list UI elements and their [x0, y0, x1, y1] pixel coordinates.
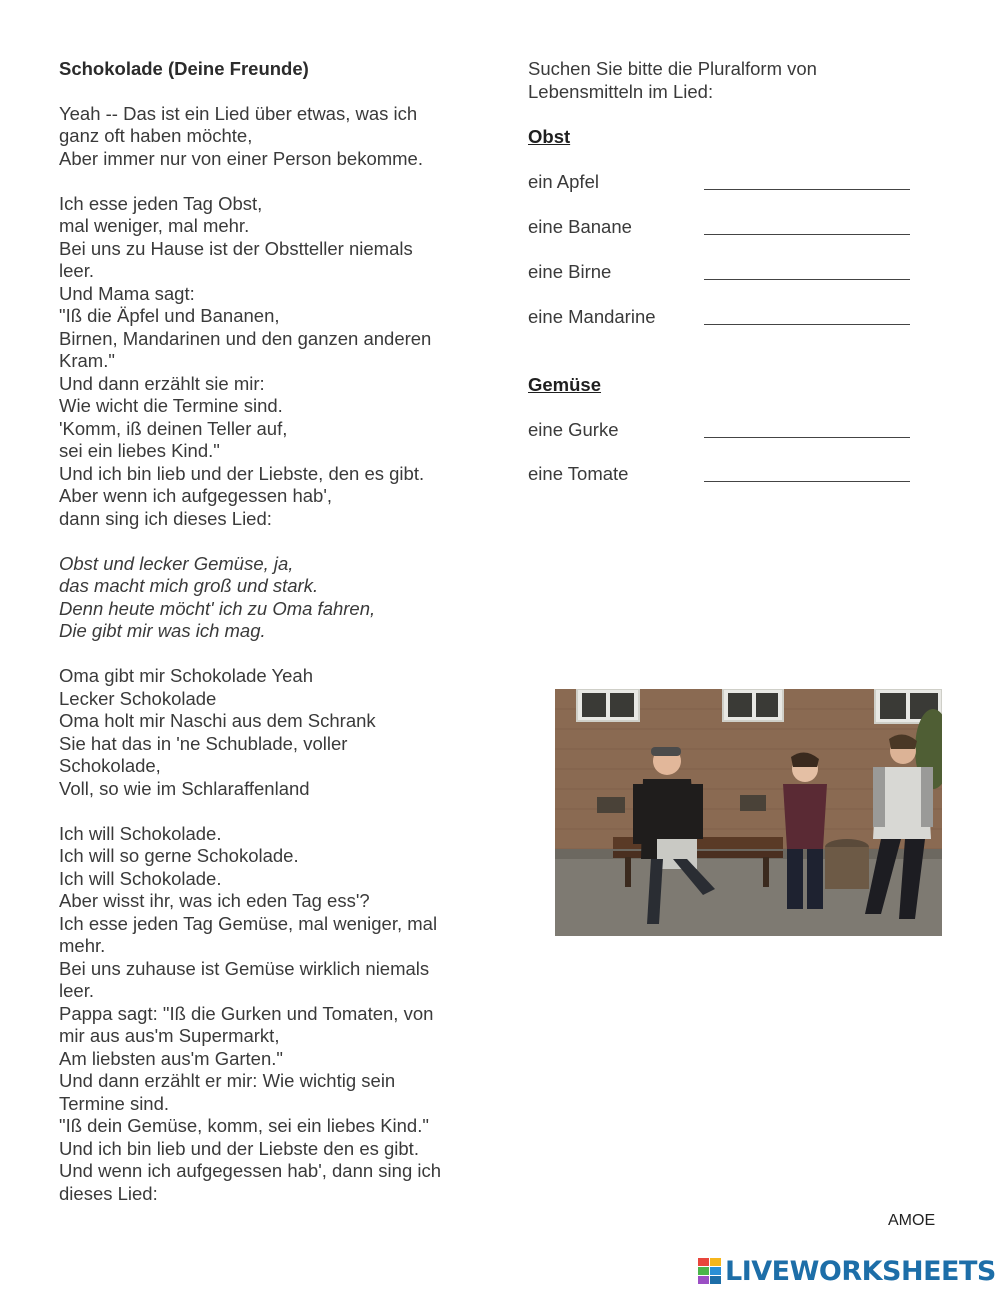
answer-line: [704, 437, 910, 438]
lyric-line: Birnen, Mandarinen und den ganzen anderen: [59, 327, 432, 349]
exercise-row-apfel: [528, 171, 911, 195]
exercise-word: eine Banane: [528, 216, 632, 237]
lyric-line: Yeah -- Das ist ein Lied über etwas, was ich: [59, 102, 418, 124]
lyric-line: dieses Lied:: [59, 1182, 158, 1204]
lyric-line: Voll, so wie im Schlaraffenland: [59, 777, 310, 799]
lyric-line: Oma gibt mir Schokolade Yeah: [59, 665, 314, 686]
exercise-row-gurke: [528, 419, 911, 443]
lyric-line: Obst und lecker Gemüse, ja,: [59, 552, 294, 574]
exercise-word: eine Mandarine: [528, 306, 656, 327]
instruction-line: Suchen Sie bitte die Pluralform von: [528, 58, 817, 79]
lyric-line: Kram.": [59, 350, 115, 371]
exercise-column: [528, 58, 928, 484]
lyric-line: Termine sind.: [59, 1092, 170, 1114]
lyric-line: "Iß dein Gemüse, komm, sei ein liebes Kind.": [59, 1115, 429, 1136]
lyric-line: Ich esse jeden Tag Obst,: [59, 192, 263, 214]
answer-line: [704, 234, 910, 235]
gemuese-heading: Gemüse: [528, 374, 602, 395]
lyric-line: Die gibt mir was ich mag.: [59, 620, 266, 641]
lyric-line: Und ich bin lieb und der Liebste den es gibt.: [59, 1137, 419, 1159]
lyric-line: Ich will so gerne Schokolade.: [59, 845, 299, 866]
answer-line: [704, 324, 910, 325]
lyric-line: Wie wicht die Termine sind.: [59, 395, 283, 416]
liveworksheets-logo: [698, 1254, 996, 1288]
answer-input-gurke[interactable]: [704, 417, 914, 439]
lyric-line: Schokolade,: [59, 755, 161, 776]
brand-name: LIVEWORKSHEETS: [725, 1255, 996, 1287]
band-photo: [555, 689, 942, 936]
band-photo-illustration: [555, 689, 942, 936]
lyric-line: Und dann erzählt sie mir:: [59, 372, 265, 394]
lyrics-stanza: [59, 103, 479, 171]
logo-blocks-icon: [698, 1258, 721, 1284]
lyrics-stanza: [59, 193, 479, 531]
lyric-line: Ich esse jeden Tag Gemüse, mal weniger, mal: [59, 912, 438, 934]
lyric-line: Lecker Schokolade: [59, 687, 217, 709]
song-title: Schokolade (Deine Freunde): [59, 58, 309, 79]
lyrics-column: [59, 58, 479, 1228]
exercise-row-banane: [528, 216, 911, 240]
answer-line: [704, 189, 910, 190]
exercise-instruction: [528, 58, 928, 103]
exercise-word: eine Tomate: [528, 463, 629, 484]
lyric-line: Und dann erzählt er mir: Wie wichtig sein: [59, 1070, 396, 1091]
chorus-stanza: [59, 553, 479, 643]
author-credit: AMOE: [888, 1212, 936, 1229]
lyrics-stanzas: [59, 103, 479, 1206]
exercise-word: eine Gurke: [528, 419, 619, 440]
answer-line: [704, 481, 910, 482]
answer-input-birne[interactable]: [704, 259, 914, 281]
lyric-line: mal weniger, mal mehr.: [59, 215, 250, 236]
answer-input-banane[interactable]: [704, 214, 914, 236]
lyric-line: Aber immer nur von einer Person bekomme.: [59, 147, 423, 169]
exercise-row-birne: [528, 261, 911, 285]
lyric-line: Sie hat das in 'ne Schublade, voller: [59, 732, 348, 754]
lyric-line: Bei uns zu Hause ist der Obstteller niemals: [59, 237, 413, 259]
lyric-line: Und wenn ich aufgegessen hab', dann sing ich: [59, 1160, 442, 1181]
lyric-line: mehr.: [59, 935, 106, 956]
lyric-line: "Iß die Äpfel und Bananen,: [59, 305, 280, 326]
lyric-line: leer.: [59, 260, 94, 281]
lyrics-stanza: [59, 665, 479, 800]
lyric-line: Oma holt mir Naschi aus dem Schrank: [59, 710, 376, 731]
lyric-line: Aber wenn ich aufgegessen hab',: [59, 485, 333, 506]
lyric-line: Und Mama sagt:: [59, 282, 195, 304]
lyric-line: Ich will Schokolade.: [59, 822, 222, 844]
lyric-line: Und ich bin lieb und der Liebste, den es gibt.: [59, 462, 425, 484]
lyric-line: leer.: [59, 980, 94, 1001]
lyric-line: ganz oft haben möchte,: [59, 125, 253, 146]
instruction-line: Lebensmitteln im Lied:: [528, 80, 714, 102]
exercise-word: eine Birne: [528, 261, 612, 282]
lyric-line: Ich will Schokolade.: [59, 867, 222, 889]
lyric-line: dann sing ich dieses Lied:: [59, 507, 272, 529]
lyric-line: Pappa sagt: "Iß die Gurken und Tomaten, von: [59, 1002, 434, 1024]
answer-input-tomate[interactable]: [704, 461, 914, 483]
lyric-line: 'Komm, iß deinen Teller auf,: [59, 417, 288, 439]
obst-heading: Obst: [528, 126, 571, 147]
lyric-line: Bei uns zuhause ist Gemüse wirklich niemals: [59, 957, 430, 979]
exercise-row-tomate: [528, 463, 911, 487]
lyric-line: das macht mich groß und stark.: [59, 575, 319, 596]
lyrics-stanza: [59, 823, 479, 1206]
exercise-word: ein Apfel: [528, 171, 599, 192]
answer-line: [704, 279, 910, 280]
lyric-line: Denn heute möcht' ich zu Oma fahren,: [59, 597, 376, 619]
exercise-row-mandarine: [528, 306, 911, 330]
lyric-line: Am liebsten aus'm Garten.": [59, 1047, 283, 1069]
lyric-line: Aber wisst ihr, was ich eden Tag ess'?: [59, 890, 370, 911]
lyric-line: mir aus aus'm Supermarkt,: [59, 1025, 280, 1046]
answer-input-apfel[interactable]: [704, 169, 914, 191]
lyric-line: sei ein liebes Kind.": [59, 440, 220, 461]
answer-input-mandarine[interactable]: [704, 304, 914, 326]
